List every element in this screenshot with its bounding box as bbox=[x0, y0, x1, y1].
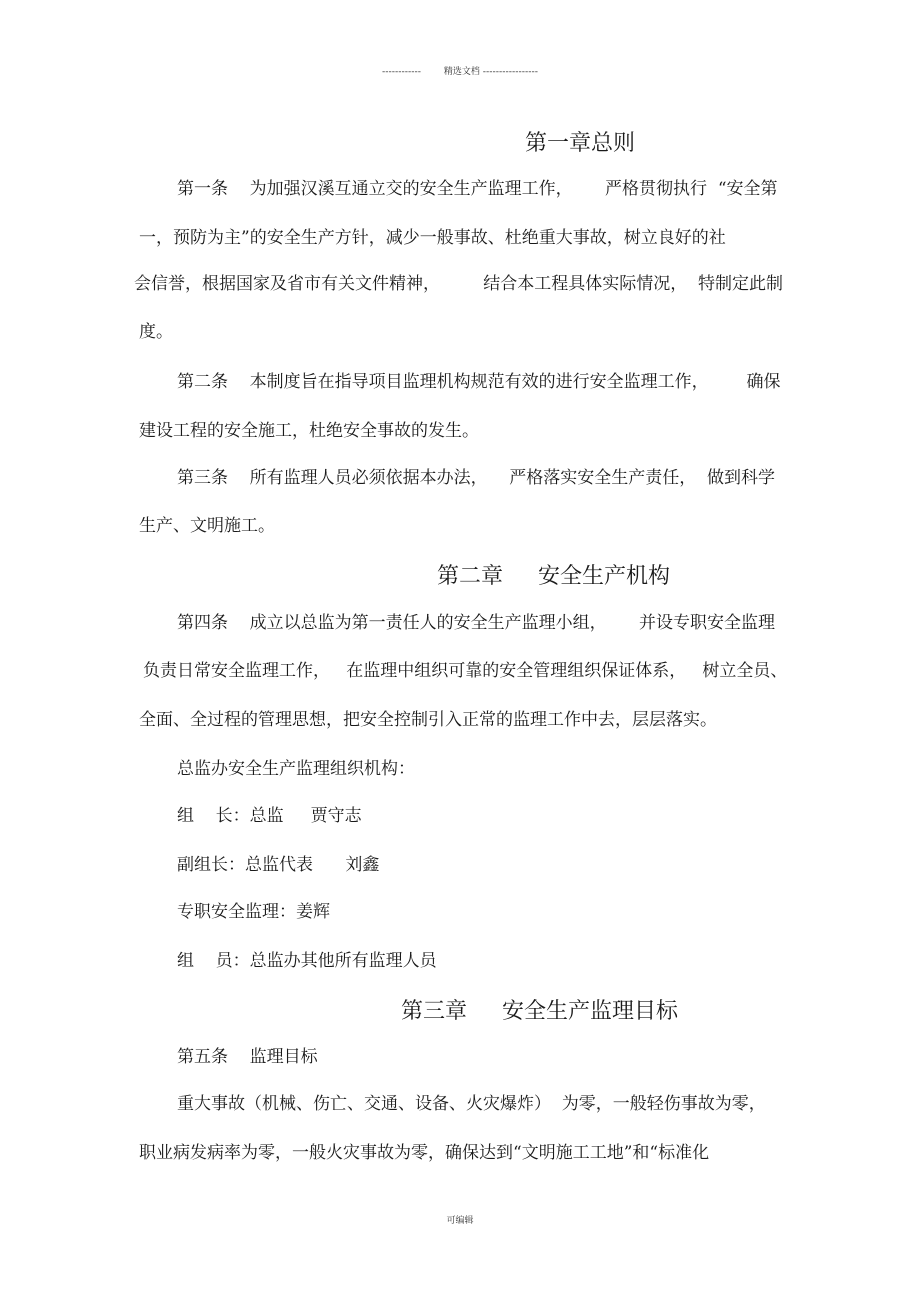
article-4-line-2: 负责日常安全监理工作， 在监理中组织可靠的安全管理组织保证体系， 树立全员、 bbox=[143, 661, 788, 681]
org-safety-supervisor: 专职安全监理：姜辉 bbox=[177, 902, 330, 922]
page-header: ------------ 精选文档 ----------------- bbox=[382, 67, 538, 77]
article-1-line-1: 第一条 为加强汉溪互通立交的安全生产监理工作， 严格贯彻执行 “安全第 bbox=[177, 179, 778, 199]
article-5-line-2: 职业病发病率为零，一般火灾事故为零，确保达到“文明施工工地”和“标准化 bbox=[139, 1143, 710, 1163]
article-2-line-2: 建设工程的安全施工，杜绝安全事故的发生。 bbox=[139, 421, 479, 441]
article-3-line-2: 生产、文明施工。 bbox=[139, 516, 275, 536]
org-structure-title: 总监办安全生产监理组织机构： bbox=[177, 759, 415, 779]
article-4-line-3: 全面、全过程的管理思想，把安全控制引入正常的监理工作中去，层层落实。 bbox=[139, 710, 717, 730]
article-1-line-3: 会信誉，根据国家及省市有关文件精神， 结合本工程具体实际情况， 特制定此制 bbox=[134, 274, 784, 294]
chapter-3-title: 第三章 安全生产监理目标 bbox=[401, 999, 678, 1024]
page-footer: 可编辑 bbox=[446, 1216, 474, 1226]
article-1-line-4: 度。 bbox=[139, 322, 173, 342]
org-deputy-leader: 副组长：总监代表 刘鑫 bbox=[177, 855, 380, 875]
chapter-2-title: 第二章 安全生产机构 bbox=[437, 564, 670, 589]
org-leader: 组 长：总监 贾守志 bbox=[177, 806, 362, 826]
chapter-1-title: 第一章总则 bbox=[525, 131, 636, 156]
article-3-line-1: 第三条 所有监理人员必须依据本办法， 严格落实安全生产责任， 做到科学 bbox=[177, 468, 776, 488]
article-1-line-2: 一，预防为主”的安全生产方针，减少一般事故、杜绝重大事故，树立良好的社 bbox=[139, 228, 726, 248]
article-5-title: 第五条 监理目标 bbox=[177, 1047, 318, 1067]
org-members: 组 员：总监办其他所有监理人员 bbox=[177, 951, 437, 971]
article-5-line-1: 重大事故（机械、伤亡、交通、设备、火灾爆炸） 为零，一般轻伤事故为零， bbox=[177, 1094, 766, 1114]
article-2-line-1: 第二条 本制度旨在指导项目监理机构规范有效的进行安全监理工作， 确保 bbox=[177, 372, 781, 392]
article-4-line-1: 第四条 成立以总监为第一责任人的安全生产监理小组， 并设专职安全监理 bbox=[177, 613, 776, 633]
